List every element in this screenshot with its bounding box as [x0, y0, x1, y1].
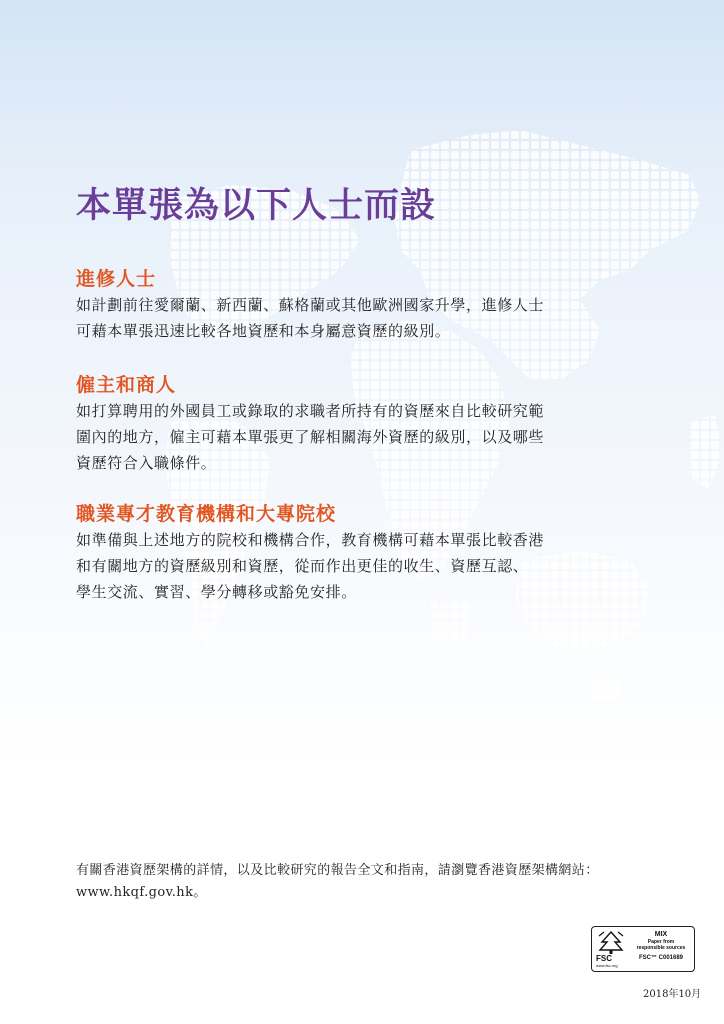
fsc-paper-line: responsible sources — [636, 945, 686, 951]
section-text-line: 可藉本單張迅速比較各地資歷和本身屬意資歷的級別。 — [76, 322, 451, 340]
fsc-certification-label — [591, 926, 695, 972]
section-education-institutions — [76, 501, 616, 605]
section-text-line: 資歷符合入職條件。 — [76, 454, 217, 472]
footer-note-line: 有關香港資歷架構的詳情，以及比較研究的報告全文和指南，請瀏覽香港資歷架構網站： — [76, 863, 599, 878]
section-text-line: 和有關地方的資歷級別和資歷，從而作出更佳的收生、資歷互認、 — [76, 557, 529, 575]
section-heading: 職業專才教育機構和大專院校 — [76, 503, 337, 525]
fsc-text-block — [630, 930, 692, 963]
section-text-line: 學生交流、實習、學分轉移或豁免安排。 — [76, 583, 357, 601]
fsc-url: www.fsc.org — [596, 963, 618, 968]
page-title: 本單張為以下人士而設 — [76, 185, 437, 226]
section-text-line: 如計劃前往愛爾蘭、新西蘭、蘇格蘭或其他歐洲國家升學，進修人士 — [76, 296, 545, 314]
section-employers — [76, 372, 616, 476]
section-text-line: 如準備與上述地方的院校和機構合作，教育機構可藉本單張比較香港 — [76, 531, 545, 549]
website-link[interactable]: www.hkqf.gov.hk。 — [76, 885, 207, 900]
footer-note — [76, 860, 599, 904]
section-text-line: 圍內的地方，僱主可藉本單張更了解相關海外資歷的級別，以及哪些 — [76, 428, 545, 446]
fsc-paper-line: Paper from — [647, 939, 675, 945]
section-heading: 進修人士 — [76, 268, 157, 290]
print-date: 2018年10月 — [643, 989, 702, 1000]
fsc-mark: FSC — [596, 954, 612, 963]
fsc-mix: MIX — [654, 931, 668, 938]
section-text-line: 如打算聘用的外國員工或錄取的求職者所持有的資歷來自比較研究範 — [76, 402, 545, 420]
section-learners — [76, 266, 616, 344]
fsc-license-code: FSC™ C001689 — [638, 955, 684, 961]
section-heading: 僱主和商人 — [76, 374, 177, 396]
